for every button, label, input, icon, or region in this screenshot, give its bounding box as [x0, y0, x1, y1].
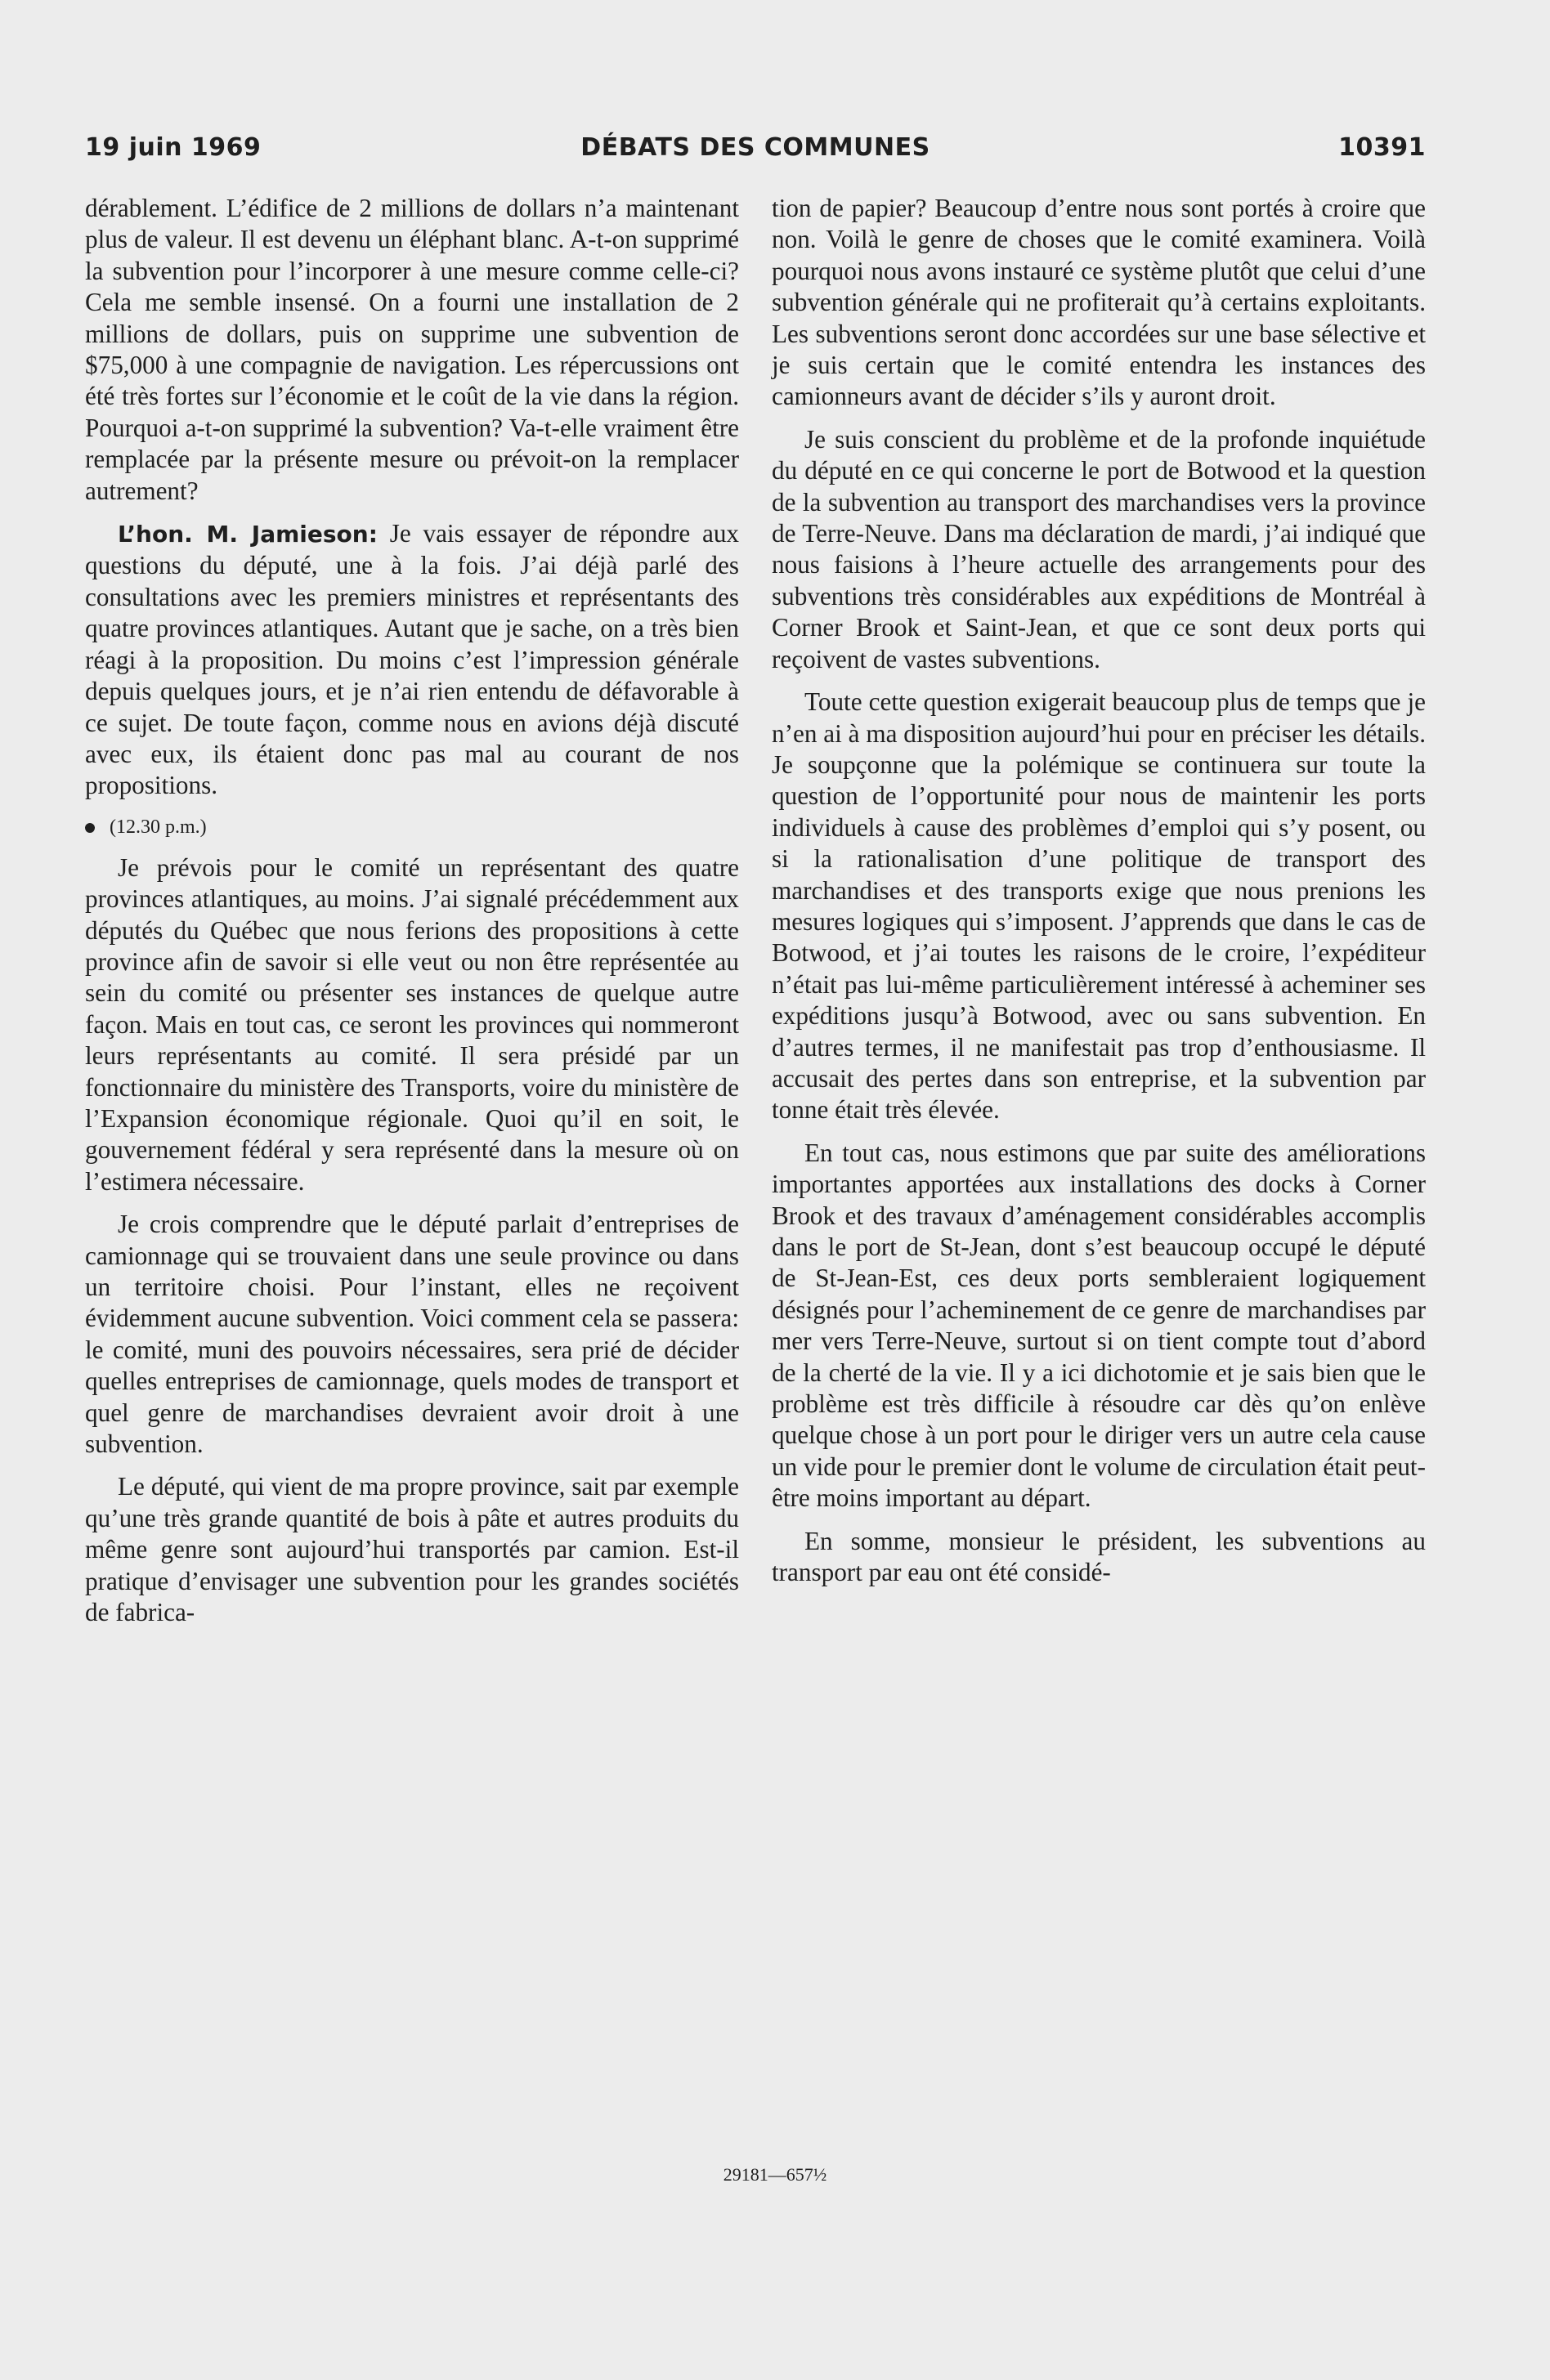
left-column: [85, 193, 739, 1640]
speaker-name: L’hon. M. Jamieson:: [118, 521, 378, 548]
right-paragraph-2: Je suis conscient du problème et de la profonde inquiétude du député en ce qui concerne le port de Botwood et la question de la subvention au transport des marchandises vers la province de Terre-Neuve. Dans ma déclaration de mardi, j’ai indiqué que nous faisions à l’heure actuelle des arrangements pour des subventions très considérables aux expéditions de Montréal à Corner Brook et Saint-Jean, et que ce sont deux ports qui reçoivent de vastes subventions.: [772, 424, 1426, 673]
left-paragraph-2: [85, 518, 739, 802]
header-title: DÉBATS DES COMMUNES: [580, 133, 930, 162]
left-paragraph-5: Le député, qui vient de ma propre province, sait par exemple qu’une très grande quantité de bois à pâte et autres produits du même genre sont aujourd’hui transportés par camion. Est-il pratique d’envisager une subvention pour les grandes sociétés de fabrica-: [85, 1472, 739, 1627]
header-date: 19 juin 1969: [85, 133, 262, 162]
right-paragraph-4: En tout cas, nous estimons que par suite des améliorations importantes apportées aux installations des docks à Corner Brook et des travaux d’aménagement considérables accomplis dans le port de St-Jean, dont s’est beaucoup occupé le député de St-Jean-Est, ces deux ports sembleraient logiquement désignés pour l’acheminement de ce genre de marchandises par mer vers Terre-Neuve, surtout si on tient compte tout d’abord de la cherté de la vie. Il y a ici dichotomie et je sais bien que le problème est très difficile à résoudre car dès qu’on enlève quelque chose à un port pour le diriger vers un autre cela cause un vide pour le premier dont le volume de circulation était peut-être moins important au départ.: [772, 1138, 1426, 1513]
time-stamp-text: (12.30 p.m.): [110, 816, 207, 838]
page-footer-code: 29181—657½: [723, 2164, 827, 2185]
left-paragraph-2-text: Je vais essayer de répondre aux questions du député, une à la fois. J’ai déjà parlé des consultations avec les premiers ministres et représentants des quatre provinces atlantiques. Autant que je sache, on a très bien réagi à la proposition. Du moins c’est l’impression générale depuis quelques jours, et je n’ai rien entendu de défavorable à ce sujet. De toute façon, comme nous en avions déjà discuté avec eux, ils étaient donc pas mal au courant de nos propositions.: [85, 519, 740, 800]
bullet-icon: [85, 823, 95, 833]
header-page-number: 10391: [1338, 133, 1426, 162]
right-column: [772, 193, 1426, 1599]
left-paragraph-1: dérablement. L’édifice de 2 millions de dollars n’a maintenant plus de valeur. Il est devenu un éléphant blanc. A-t-on supprimé la subvention pour l’incorporer à une mesure comme celle-ci? Cela me semble insensé. On a fourni une installation de 2 millions de dollars, puis on supprime une subvention de $75,000 à une compagnie de navigation. Les répercussions ont été très fortes sur l’économie et le coût de la vie dans la région. Pourquoi a-t-on supprimé la subvention? Va-t-elle vraiment être remplacée par la présente mesure ou prévoit-on la remplacer autrement?: [85, 194, 739, 505]
left-paragraph-4: Je crois comprendre que le député parlait d’entreprises de camionnage qui se trouvaient dans une seule province ou dans un territoire choisi. Pour l’instant, elles ne reçoivent évidemment aucune subvention. Voici comment cela se passera: le comité, muni des pouvoirs nécessaires, sera prié de décider quelles entreprises de camionnage, quels modes de transport et quel genre de marchandises devraient avoir droit à une subvention.: [85, 1210, 739, 1459]
time-stamp: [85, 815, 739, 839]
left-paragraph-3: Je prévois pour le comité un représentant des quatre provinces atlantiques, au moins. J’ai signalé précédemment aux députés du Québec que nous ferions des propositions à cette province afin de savoir si elle veut ou non être représentée au sein du comité ou présenter ses instances de quelque autre façon. Mais en tout cas, ce seront les provinces qui nommeront leurs représentants au comité. Il sera présidé par un fonctionnaire du ministère des Transports, voire du ministère de l’Expansion économique régionale. Quoi qu’il en soit, le gouvernement fédéral y sera représenté dans la mesure où on l’estimera nécessaire.: [85, 852, 739, 1196]
right-paragraph-1: tion de papier? Beaucoup d’entre nous sont portés à croire que non. Voilà le genre de choses que le comité examinera. Voilà pourquoi nous avons instauré ce système plutôt que celui d’une subvention générale qui ne profiterait qu’à certains exploitants. Les subventions seront donc accordées sur une base sélective et je suis certain que le comité entendra les instances des camionneurs avant de décider s’ils y auront droit.: [772, 194, 1426, 411]
right-paragraph-3: Toute cette question exigerait beaucoup plus de temps que je n’en ai à ma disposition aujourd’hui pour en préciser les détails. Je soupçonne que la polémique se continuera sur toute la question de l’opportunité pour nous de maintenir les ports individuels à cause des problèmes d’emploi qui s’y posent, ou si la rationalisation d’une politique de transport des marchandises et des transports exige que nous prenions les mesures logiques qui s’imposent. J’apprends que dans le cas de Botwood, et j’ai toutes les raisons de le croire, l’expéditeur n’était pas lui-même particulièrement intéressé à acheminer ses expéditions jusqu’à Botwood, avec ou sans subvention. En d’autres termes, il ne manifestait pas trop d’enthousiasme. Il accusait des pertes dans son entreprise, et la subvention par tonne était très élevée.: [772, 687, 1426, 1125]
right-paragraph-5: En somme, monsieur le président, les subventions au transport par eau ont été considé-: [772, 1526, 1426, 1587]
page-header: [85, 133, 1426, 166]
